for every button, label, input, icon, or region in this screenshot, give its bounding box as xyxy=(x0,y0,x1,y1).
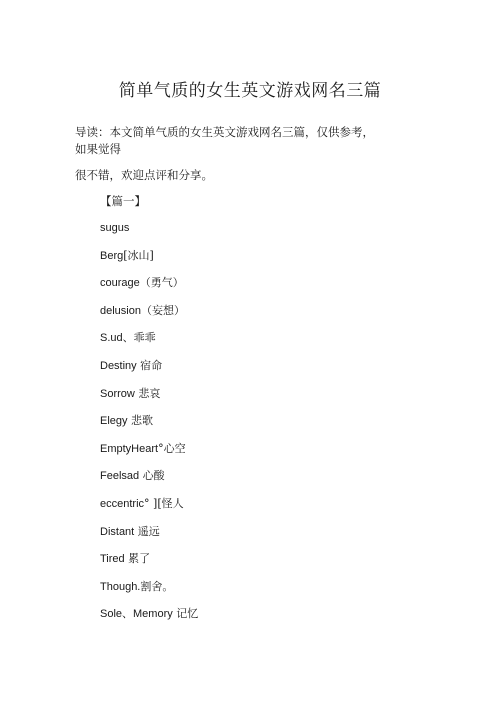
name-latin: EmptyHeart xyxy=(100,442,159,455)
name-item xyxy=(100,442,198,470)
name-latin: Destiny xyxy=(100,359,137,372)
name-item xyxy=(100,331,198,359)
name-cjk: 记忆 xyxy=(172,607,199,621)
name-latin: S.ud xyxy=(100,332,123,345)
name-latin: eccentric xyxy=(100,497,145,510)
name-latin: courage xyxy=(100,277,140,290)
name-item xyxy=(100,580,198,608)
name-latin: Feelsad xyxy=(100,470,140,483)
name-item xyxy=(100,552,198,580)
name-item xyxy=(100,359,198,387)
name-item xyxy=(100,414,198,442)
name-item xyxy=(100,525,198,553)
name-latin: Though. xyxy=(100,580,141,593)
name-item xyxy=(100,607,198,635)
name-latin: Sorrow xyxy=(100,387,135,400)
name-latin: Tired xyxy=(100,553,125,566)
name-item xyxy=(100,469,198,497)
name-latin: Distant xyxy=(100,525,135,538)
name-latin: Elegy xyxy=(100,415,128,428)
name-latin: delusion xyxy=(100,304,141,317)
name-item xyxy=(100,387,198,415)
name-latin: Berg xyxy=(100,249,124,262)
intro-paragraph xyxy=(75,124,415,158)
name-item xyxy=(100,221,198,249)
name-cjk: 遥远 xyxy=(134,524,160,538)
name-item xyxy=(100,276,198,304)
intro-line-2: 如果觉得 xyxy=(75,142,121,156)
document-title: 简单气质的女生英文游戏网名三篇 xyxy=(118,81,382,101)
name-cjk: 、乖乖 xyxy=(122,331,156,345)
name-cjk: [冰山] xyxy=(123,248,154,262)
name-cjk: °心空 xyxy=(158,441,186,455)
name-latin: Sole、Memory xyxy=(100,608,173,621)
name-cjk: ° ][怪人 xyxy=(144,496,184,510)
name-cjk: （妄想） xyxy=(140,303,185,317)
name-item xyxy=(100,304,198,332)
name-cjk: 悲哀 xyxy=(134,386,161,400)
name-cjk: 割舍。 xyxy=(140,579,174,593)
name-cjk: （勇气） xyxy=(139,276,184,290)
section-heading: 【篇一】 xyxy=(100,194,146,208)
name-latin: sugus xyxy=(100,222,130,234)
name-item xyxy=(100,249,198,277)
name-cjk: 悲歌 xyxy=(127,414,154,428)
name-cjk: 心酸 xyxy=(139,469,165,483)
name-item xyxy=(100,497,198,525)
intro-line-1: 导读：本文简单气质的女生英文游戏网名三篇，仅供参考， xyxy=(75,125,374,139)
name-list xyxy=(100,221,198,635)
name-cjk: 宿命 xyxy=(136,358,163,372)
name-cjk: 累了 xyxy=(124,552,151,566)
intro-line-3: 很不错，欢迎点评和分享。 xyxy=(75,168,213,182)
